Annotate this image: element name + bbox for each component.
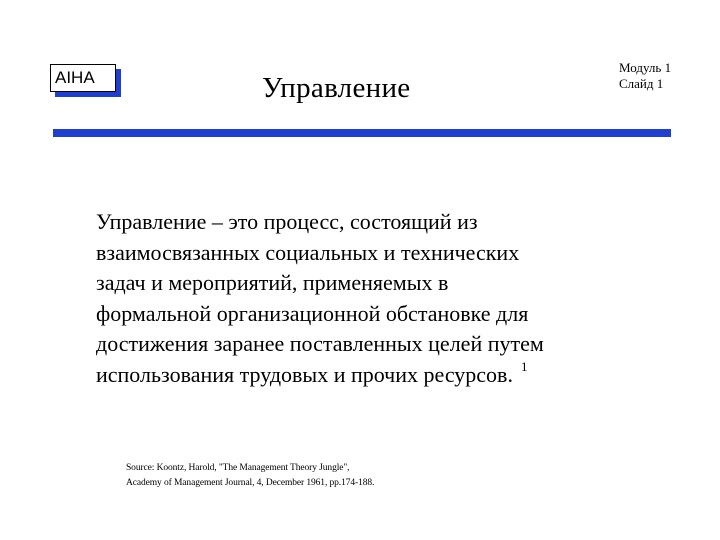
definition-line-text: использования трудовых и прочих ресурсов. [96, 361, 513, 387]
source-line: Academy of Management Journal, 4, December 1961, pp.174-188. [126, 478, 375, 488]
definition-line-last [96, 360, 656, 394]
definition-line: формальной организационной обстановке для [96, 300, 529, 326]
footnote-marker: 1 [520, 358, 528, 374]
source-line: Source: Koontz, Harold, "The Management Theory Jungle", [126, 463, 350, 473]
slide-label: Слайд 1 [619, 76, 664, 91]
logo-text: AIHA [50, 64, 116, 92]
definition-line: задач и мероприятий, применяемых в [96, 270, 449, 295]
definition-line: Управление – это процесс, состоящий из [96, 209, 478, 234]
definition-line: взаимосвязанных социальных и технических [96, 239, 520, 265]
aiha-logo [50, 64, 122, 99]
definition-line: достижения заранее поставленных целей путем [96, 331, 544, 356]
module-info [619, 60, 671, 92]
source-citation [126, 461, 374, 491]
module-label: Модуль 1 [619, 60, 672, 75]
title-divider [53, 129, 671, 137]
slide-title: Управление [262, 72, 411, 104]
definition-text [96, 207, 656, 393]
